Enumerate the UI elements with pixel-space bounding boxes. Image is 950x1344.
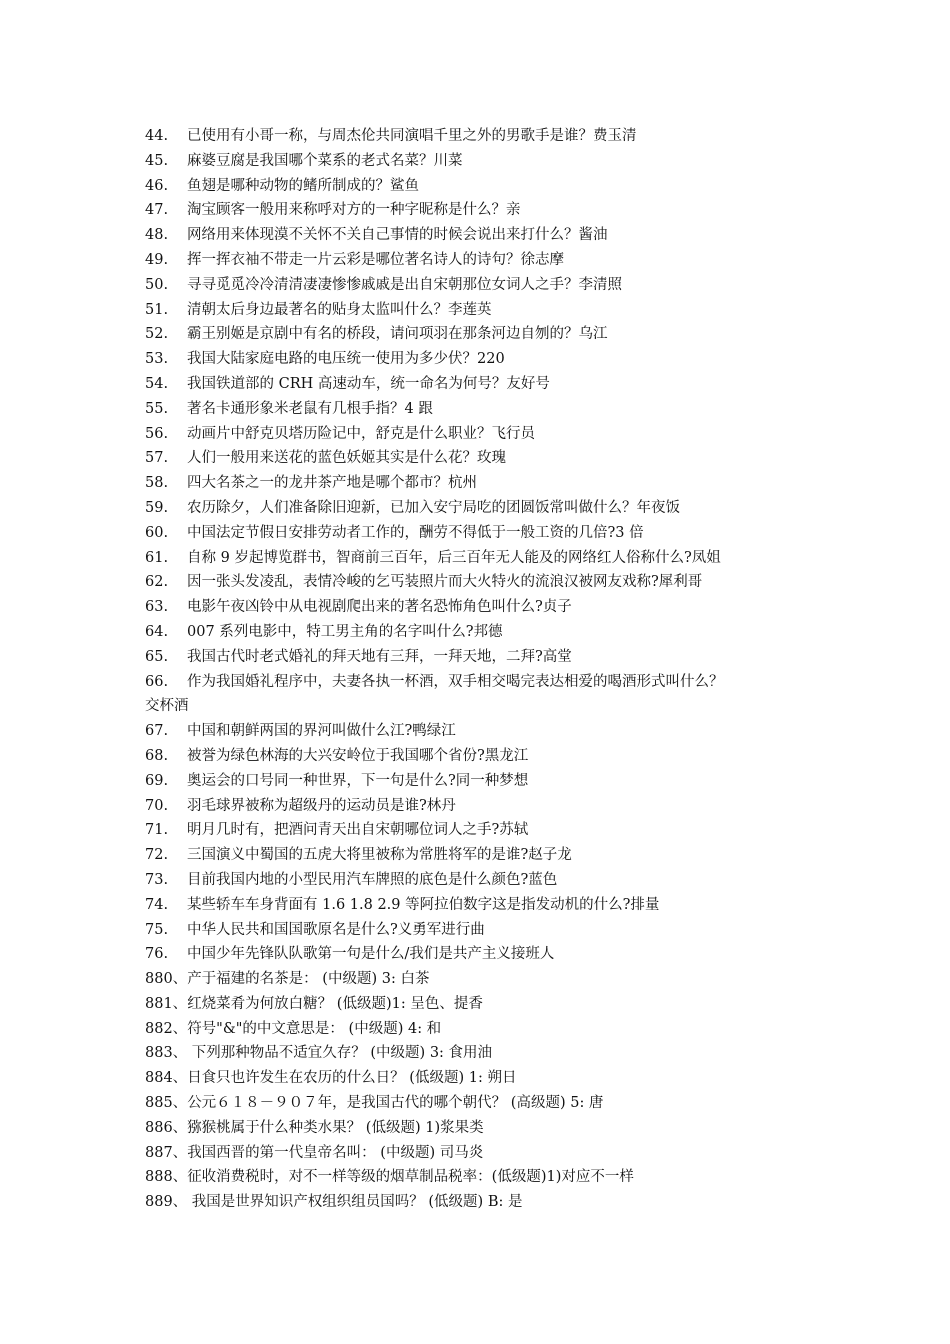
question-text: 我国西晋的第一代皇帝名叫： (中级题) 司马炎 bbox=[187, 1144, 484, 1161]
question-line bbox=[145, 645, 825, 670]
question-text: 明月几时有，把酒问青天出自宋朝哪位词人之手?苏轼 bbox=[187, 822, 529, 839]
question-line bbox=[145, 719, 825, 744]
question-line bbox=[145, 868, 825, 893]
question-text: 中国和朝鲜两国的界河叫做什么江?鸭绿江 bbox=[187, 723, 456, 740]
question-number: 67. bbox=[145, 723, 169, 740]
question-text: 被誉为绿色林海的大兴安岭位于我国哪个省份?黑龙江 bbox=[187, 747, 529, 764]
question-line bbox=[145, 223, 825, 248]
question-line bbox=[145, 471, 825, 496]
question-text: 中国少年先锋队队歌第一句是什么/我们是共产主义接班人 bbox=[187, 946, 555, 963]
question-text: 已使用有小哥一称，与周杰伦共同演唱千里之外的男歌手是谁？费玉清 bbox=[187, 128, 637, 144]
question-number: 58. bbox=[145, 475, 169, 492]
question-number: 65. bbox=[145, 648, 169, 665]
question-number: 884、 bbox=[145, 1070, 188, 1087]
question-number: 64. bbox=[145, 623, 169, 640]
question-number: 888、 bbox=[145, 1169, 188, 1186]
question-text: 著名卡通形象米老鼠有几根手指？4 跟 bbox=[187, 400, 433, 417]
question-text: 日食只也许发生在农历的什么日？ (低级题) 1: 朔日 bbox=[187, 1070, 517, 1087]
question-line bbox=[145, 967, 825, 992]
question-text: 淘宝顾客一般用来称呼对方的一种字昵称是什么？亲 bbox=[187, 202, 521, 219]
question-text: 羽毛球界被称为超级丹的运动员是谁?林丹 bbox=[187, 797, 456, 814]
question-text: 奥运会的口号同一种世界，下一句是什么?同一种梦想 bbox=[187, 772, 529, 789]
question-line bbox=[145, 670, 825, 695]
question-line bbox=[145, 322, 825, 347]
question-line bbox=[145, 521, 825, 546]
question-text: 动画片中舒克贝塔历险记中，舒克是什么职业？飞行员 bbox=[187, 425, 535, 442]
question-text: 公元６１８－９０７年，是我国古代的哪个朝代？ (高级题) 5: 唐 bbox=[187, 1095, 604, 1112]
question-line bbox=[145, 1116, 825, 1141]
question-number: 48. bbox=[145, 227, 169, 244]
question-number: 47. bbox=[145, 202, 169, 219]
question-text: 征收消费税时，对不一样等级的烟草制品税率：(低级题)1)对应不一样 bbox=[187, 1169, 634, 1186]
question-text: 某些轿车车身背面有 1.6 1.8 2.9 等阿拉伯数字这是指发动机的什么?排量 bbox=[187, 896, 660, 913]
question-text: 寻寻觅觅冷冷清清凄凄惨惨戚戚是出自宋朝那位女词人之手？李清照 bbox=[187, 276, 622, 293]
question-number: 54. bbox=[145, 375, 169, 392]
question-text: 网络用来体现漠不关怀不关自己事情的时候会说出来打什么？酱油 bbox=[187, 227, 608, 244]
question-line bbox=[145, 1091, 825, 1116]
question-line bbox=[145, 769, 825, 794]
question-number: 57. bbox=[145, 450, 169, 467]
question-text: 农历除夕，人们准备除旧迎新，已加入安宁局吃的团圆饭常叫做什么？年夜饭 bbox=[187, 499, 680, 516]
question-text: 红烧菜肴为何放白糖？ (低级题)1: 呈色、提香 bbox=[187, 995, 483, 1012]
question-line bbox=[145, 1017, 825, 1042]
question-number: 51. bbox=[145, 301, 169, 318]
question-line bbox=[145, 149, 825, 174]
question-line bbox=[145, 372, 825, 397]
question-number: 56. bbox=[145, 425, 169, 442]
question-number: 68. bbox=[145, 747, 169, 764]
question-line bbox=[145, 1190, 825, 1215]
question-answer-list bbox=[145, 124, 825, 1215]
question-text: 麻婆豆腐是我国哪个菜系的老式名菜？川菜 bbox=[187, 152, 463, 169]
question-number: 889、 bbox=[145, 1194, 188, 1211]
question-text: 中华人民共和国国歌原名是什么?义勇军进行曲 bbox=[187, 921, 485, 938]
question-number: 69. bbox=[145, 772, 169, 789]
question-number: 70. bbox=[145, 797, 169, 814]
question-number: 883、 bbox=[145, 1045, 188, 1062]
question-line bbox=[145, 397, 825, 422]
question-text: 我国大陆家庭电路的电压统一使用为多少伏？220 bbox=[187, 351, 505, 368]
question-line bbox=[145, 347, 825, 372]
question-line bbox=[145, 248, 825, 273]
question-number: 59. bbox=[145, 499, 169, 516]
question-line bbox=[145, 124, 825, 149]
question-text: 清朝太后身边最著名的贴身太监叫什么？李莲英 bbox=[187, 301, 492, 318]
question-number: 73. bbox=[145, 871, 169, 888]
question-line bbox=[145, 1141, 825, 1166]
question-text: 交杯酒 bbox=[145, 698, 189, 715]
question-line bbox=[145, 273, 825, 298]
question-number: 882、 bbox=[145, 1020, 188, 1037]
question-line bbox=[145, 496, 825, 521]
question-line bbox=[145, 595, 825, 620]
question-text: 中国法定节假日安排劳动者工作的，酬劳不得低于一般工资的几倍?3 倍 bbox=[187, 524, 644, 541]
question-text: 产于福建的名茶是： (中级题) 3: 白茶 bbox=[187, 971, 430, 988]
question-text: 自称 9 岁起博览群书，智商前三百年，后三百年无人能及的网络红人俗称什么?凤姐 bbox=[187, 549, 721, 566]
question-number: 45. bbox=[145, 152, 169, 169]
question-number: 72. bbox=[145, 847, 169, 864]
question-text: 猕猴桃属于什么种类水果？ (低级题) 1)浆果类 bbox=[187, 1119, 484, 1136]
question-number: 55. bbox=[145, 400, 169, 417]
question-line bbox=[145, 422, 825, 447]
question-number: 880、 bbox=[145, 971, 188, 988]
question-line bbox=[145, 843, 825, 868]
question-number: 61. bbox=[145, 549, 169, 566]
question-line bbox=[145, 1165, 825, 1190]
question-number: 49. bbox=[145, 251, 169, 268]
question-number: 886、 bbox=[145, 1119, 188, 1136]
question-text: 霸王别姬是京剧中有名的桥段，请问项羽在那条河边自刎的？乌江 bbox=[187, 326, 608, 343]
question-line bbox=[145, 1066, 825, 1091]
question-text: 鱼翅是哪种动物的鳍所制成的？鲨鱼 bbox=[187, 177, 419, 194]
question-text: 挥一挥衣袖不带走一片云彩是哪位著名诗人的诗句？徐志摩 bbox=[187, 251, 564, 268]
question-line bbox=[145, 918, 825, 943]
question-line bbox=[145, 198, 825, 223]
question-number: 63. bbox=[145, 599, 169, 616]
question-line bbox=[145, 546, 825, 571]
question-text: 作为我国婚礼程序中，夫妻各执一杯酒，双手相交喝完表达相爱的喝酒形式叫什么？ bbox=[187, 673, 724, 690]
question-line bbox=[145, 174, 825, 199]
question-number: 881、 bbox=[145, 995, 188, 1012]
question-text: 我国铁道部的 CRH 高速动车，统一命名为何号？友好号 bbox=[187, 375, 550, 392]
question-number: 887、 bbox=[145, 1144, 188, 1161]
question-line bbox=[145, 744, 825, 769]
question-line bbox=[145, 893, 825, 918]
question-text: 我国古代时老式婚礼的拜天地有三拜，一拜天地，二拜?高堂 bbox=[187, 648, 572, 665]
question-number: 53. bbox=[145, 351, 169, 368]
question-text: 符号"&"的中文意思是： (中级题) 4: 和 bbox=[187, 1020, 442, 1037]
question-line bbox=[145, 694, 825, 719]
question-line bbox=[145, 620, 825, 645]
question-line bbox=[145, 446, 825, 471]
question-number: 71. bbox=[145, 822, 169, 839]
question-number: 46. bbox=[145, 177, 169, 194]
question-number: 60. bbox=[145, 524, 169, 541]
question-number: 76. bbox=[145, 946, 169, 963]
question-text: 电影午夜凶铃中从电视剧爬出来的著名恐怖角色叫什么?贞子 bbox=[187, 599, 572, 616]
question-line bbox=[145, 818, 825, 843]
question-text: 下列那种物品不适宜久存？ (中级题) 3: 食用油 bbox=[187, 1045, 493, 1062]
question-text: 人们一般用来送花的蓝色妖姬其实是什么花？玫瑰 bbox=[187, 450, 506, 467]
question-number: 44. bbox=[145, 128, 169, 144]
question-line bbox=[145, 992, 825, 1017]
question-text: 因一张头发凌乱，表情冷峻的乞丐装照片而大火特火的流浪汉被网友戏称?犀利哥 bbox=[187, 574, 703, 591]
question-line bbox=[145, 794, 825, 819]
question-text: 三国演义中蜀国的五虎大将里被称为常胜将军的是谁?赵子龙 bbox=[187, 847, 572, 864]
question-line bbox=[145, 570, 825, 595]
question-line bbox=[145, 298, 825, 323]
question-line bbox=[145, 942, 825, 967]
question-number: 50. bbox=[145, 276, 169, 293]
question-line bbox=[145, 1041, 825, 1066]
question-text: 四大名茶之一的龙井茶产地是哪个都市？杭州 bbox=[187, 475, 477, 492]
question-number: 62. bbox=[145, 574, 169, 591]
question-number: 885、 bbox=[145, 1095, 188, 1112]
question-number: 66. bbox=[145, 673, 169, 690]
question-text: 我国是世界知识产权组织组员国吗？ (低级题) B: 是 bbox=[187, 1194, 523, 1211]
question-number: 74. bbox=[145, 896, 169, 913]
question-number: 52. bbox=[145, 326, 169, 343]
question-text: 目前我国内地的小型民用汽车牌照的底色是什么颜色?蓝色 bbox=[187, 871, 558, 888]
question-text: 007 系列电影中，特工男主角的名字叫什么?邦德 bbox=[187, 623, 503, 640]
question-number: 75. bbox=[145, 921, 169, 938]
